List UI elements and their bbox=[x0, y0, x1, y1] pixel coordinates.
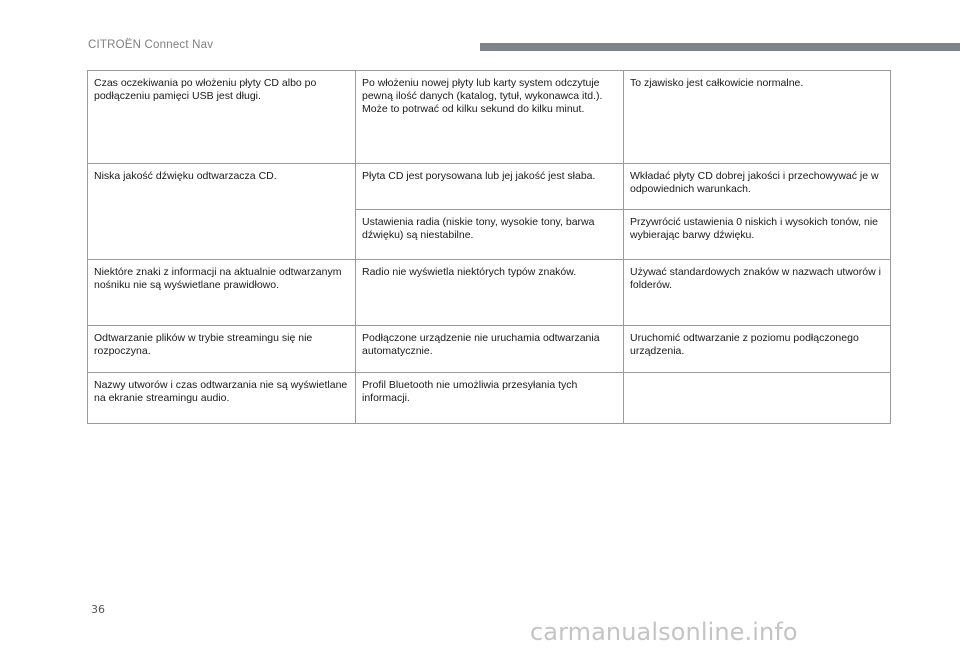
cause-cell: Po włożeniu nowej płyty lub karty system odczytuje pewną ilość danych (katalog, tytuł, wykonawca itd.). Może to potrwać od kilku sekund do kilku minut. bbox=[356, 71, 624, 164]
question-cell: Nazwy utworów i czas odtwarzania nie są wyświetlane na ekranie streamingu audio. bbox=[88, 373, 356, 424]
table-row bbox=[88, 164, 891, 210]
question-cell: Niektóre znaki z informacji na aktualnie odtwarzanym nośniku nie są wyświetlane prawidłowo. bbox=[88, 260, 356, 326]
page-number: 36 bbox=[91, 603, 105, 616]
cause-cell: Podłączone urządzenie nie uruchamia odtwarzania automatycznie. bbox=[356, 326, 624, 373]
solution-cell: Używać standardowych znaków w nazwach utworów i folderów. bbox=[624, 260, 891, 326]
table-row bbox=[88, 260, 891, 326]
question-cell: Czas oczekiwania po włożeniu płyty CD albo po podłączeniu pamięci USB jest długi. bbox=[88, 71, 356, 164]
cause-cell: Ustawienia radia (niskie tony, wysokie tony, barwa dźwięku) są niestabilne. bbox=[356, 210, 624, 260]
solution-cell bbox=[624, 373, 891, 424]
document-header-title: CITROËN Connect Nav bbox=[88, 39, 214, 51]
watermark-text: carmanualsonline.info bbox=[530, 618, 798, 646]
question-cell: Odtwarzanie plików w trybie streamingu się nie rozpoczyna. bbox=[88, 326, 356, 373]
solution-cell: To zjawisko jest całkowicie normalne. bbox=[624, 71, 891, 164]
solution-cell: Przywrócić ustawienia 0 niskich i wysokich tonów, nie wybierając barwy dźwięku. bbox=[624, 210, 891, 260]
cause-cell: Profil Bluetooth nie umożliwia przesyłania tych informacji. bbox=[356, 373, 624, 424]
question-cell: Niska jakość dźwięku odtwarzacza CD. bbox=[88, 164, 356, 260]
cause-cell: Radio nie wyświetla niektórych typów znaków. bbox=[356, 260, 624, 326]
table-row bbox=[88, 71, 891, 164]
troubleshooting-table bbox=[87, 70, 891, 424]
cause-cell: Płyta CD jest porysowana lub jej jakość jest słaba. bbox=[356, 164, 624, 210]
solution-cell: Wkładać płyty CD dobrej jakości i przechowywać je w odpowiednich warunkach. bbox=[624, 164, 891, 210]
table-row bbox=[88, 326, 891, 373]
solution-cell: Uruchomić odtwarzanie z poziomu podłączonego urządzenia. bbox=[624, 326, 891, 373]
table-row bbox=[88, 373, 891, 424]
header-bar bbox=[480, 43, 960, 51]
